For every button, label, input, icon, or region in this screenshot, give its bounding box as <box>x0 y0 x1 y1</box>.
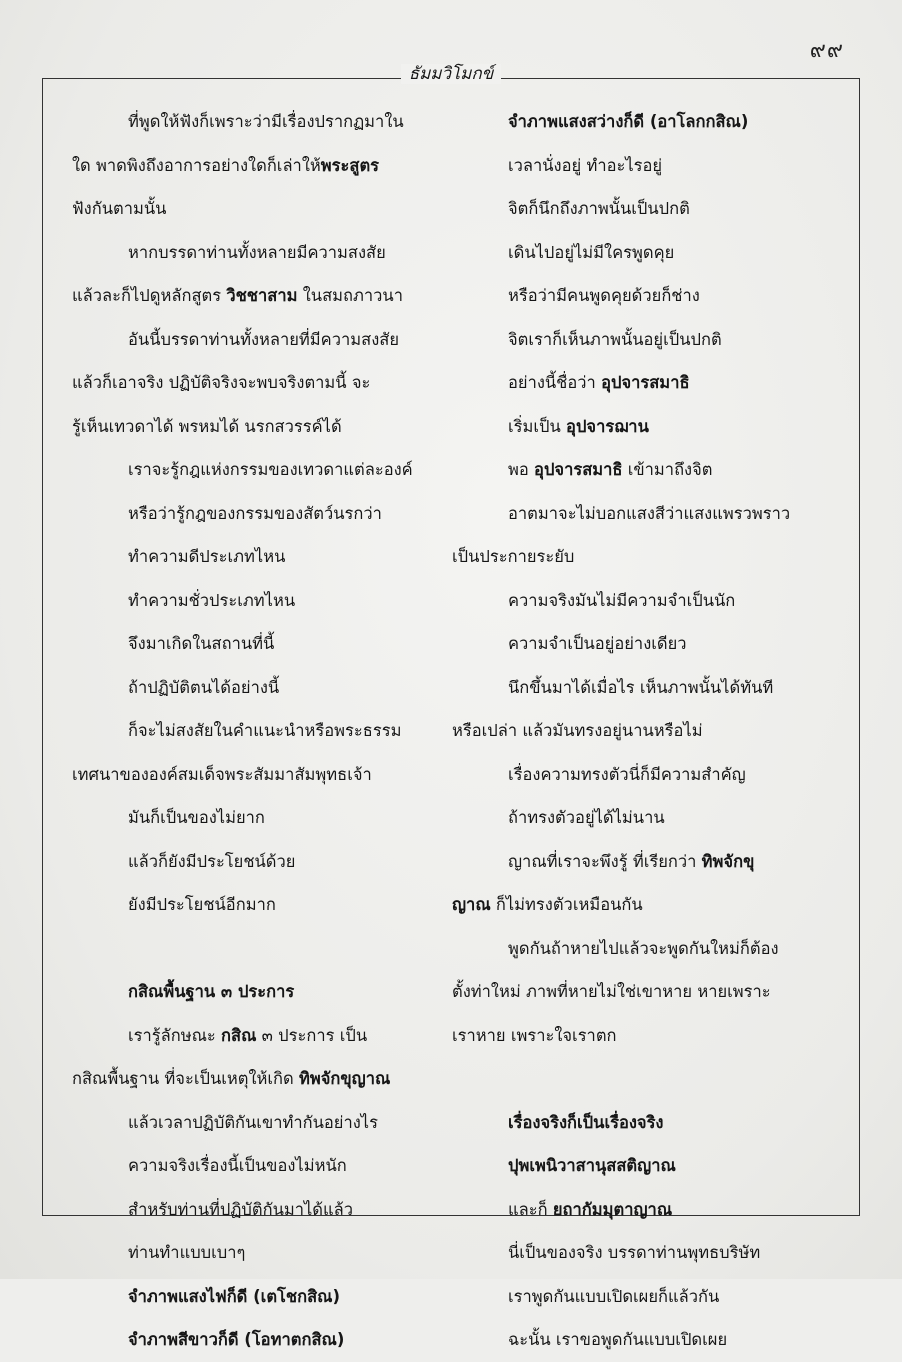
line-text: อาตมาจะไม่บอกแสงสีว่าแสงแพรวพราว <box>508 503 791 523</box>
text-line <box>452 274 812 318</box>
text-line <box>452 1101 812 1145</box>
text-line <box>452 492 812 536</box>
bold-term: จำภาพแสงไฟก็ดี (เตโชกสิณ) <box>128 1286 341 1306</box>
line-text: เริ่มเป็น <box>508 416 567 436</box>
text-line <box>72 709 432 753</box>
bold-term: ทิพจักขุ <box>701 851 755 871</box>
line-text: และก็ <box>508 1199 553 1219</box>
line-text: รู้เห็นเทวดาได้ พรหมได้ นรกสวรรค์ได้ <box>72 416 342 436</box>
text-line <box>452 666 812 710</box>
text-line <box>452 1188 812 1232</box>
text-line <box>72 753 432 797</box>
text-line <box>452 361 812 405</box>
line-text: จึงมาเกิดในสถานที่นี้ <box>128 634 275 653</box>
line-text: กสิณพื้นฐาน ที่จะเป็นเหตุให้เกิด <box>72 1069 299 1088</box>
text-line <box>72 1188 432 1232</box>
line-text: ท่านทำแบบเบาๆ <box>128 1243 246 1262</box>
line-text: เรารู้ลักษณะ <box>128 1025 222 1045</box>
line-text: แล้วเวลาปฏิบัติกันเขาทำกันอย่างไร <box>128 1112 378 1132</box>
line-text: หรือว่ามีคนพูดคุยด้วยก็ช่าง <box>508 286 700 305</box>
line-text: ก็ไม่ทรงตัวเหมือนกัน <box>490 895 643 914</box>
line-text: เข้ามาถึงจิต <box>622 460 713 479</box>
text-line <box>452 927 812 971</box>
line-text: เวลานั่งอยู่ ทำอะไรอยู่ <box>508 155 663 175</box>
line-text: แล้วก็ยังมีประโยชน์ด้วย <box>128 851 296 871</box>
text-line <box>72 1014 432 1058</box>
line-text: ทำความดีประเภทไหน <box>128 547 286 566</box>
line-text: เดินไปอยู่ไม่มีใครพูดคุย <box>508 242 675 262</box>
line-text: มันก็เป็นของไม่ยาก <box>128 808 265 827</box>
text-line <box>72 187 432 231</box>
text-line <box>72 492 432 536</box>
line-text: เราหาย เพราะใจเราตก <box>452 1025 617 1045</box>
line-text: ถ้าปฏิบัติตนได้อย่างนี้ <box>128 677 280 697</box>
left-column <box>72 100 432 1362</box>
line-text: ตั้งท่าใหม่ ภาพที่หายไม่ใช่เขาหาย หายเพราะ <box>452 982 771 1001</box>
text-line <box>72 840 432 884</box>
text-line <box>72 231 432 275</box>
line-text: หรือเปล่า แล้วมันทรงอยู่นานหรือไม่ <box>452 721 703 740</box>
text-line <box>452 535 812 579</box>
text-line <box>452 448 812 492</box>
text-line <box>72 535 432 579</box>
line-text: เรื่องความทรงตัวนี่ก็มีความสำคัญ <box>508 764 746 784</box>
bold-term: พระสูตร <box>320 155 380 175</box>
line-text: อย่างนี้ชื่อว่า <box>508 373 602 392</box>
line-text: นึกขึ้นมาได้เมื่อไร เห็นภาพนั้นได้ทันที <box>508 677 774 697</box>
line-text: ฉะนั้น เราขอพูดกันแบบเปิดเผย <box>508 1330 728 1349</box>
text-line <box>72 622 432 666</box>
line-text: พอ <box>508 460 535 479</box>
text-line <box>452 1144 812 1188</box>
text-line <box>452 883 812 927</box>
line-text: แล้วก็เอาจริง ปฏิบัติจริงจะพบจริงตามนี้ จะ <box>72 373 371 392</box>
line-text: เทศนาขององค์สมเด็จพระสัมมาสัมพุทธเจ้า <box>72 764 372 784</box>
line-text: เป็นประกายระยับ <box>452 547 575 566</box>
text-line <box>452 579 812 623</box>
line-text: จิตก็นึกถึงภาพนั้นเป็นปกติ <box>508 199 690 218</box>
bold-term: ปุพเพนิวาสานุสสติญาณ <box>508 1156 676 1175</box>
text-line <box>72 361 432 405</box>
text-line <box>72 1318 432 1362</box>
line-text: ทำความชั่วประเภทไหน <box>128 590 296 610</box>
text-line <box>72 274 432 318</box>
text-line <box>452 753 812 797</box>
text-line <box>72 1231 432 1275</box>
bold-term: กสิณพื้นฐาน ๓ ประการ <box>128 982 295 1001</box>
line-text: ถ้าทรงตัวอยู่ได้ไม่นาน <box>508 808 665 827</box>
blank-line <box>72 927 432 971</box>
text-line <box>452 1318 812 1362</box>
line-text: ที่พูดให้ฟังก็เพราะว่ามีเรื่องปรากฏมาใน <box>128 112 404 131</box>
line-text: อันนี้บรรดาท่านทั้งหลายที่มีความสงสัย <box>128 329 399 349</box>
text-line <box>72 318 432 362</box>
bold-term: อุปจารสมาธิ <box>534 460 623 479</box>
text-line <box>72 100 432 144</box>
line-text: เราจะรู้กฎแห่งกรรมของเทวดาแต่ละองค์ <box>128 460 413 479</box>
text-line <box>452 405 812 449</box>
blank-line <box>452 1057 812 1101</box>
line-text: ในสมถภาวนา <box>297 286 403 305</box>
text-line <box>452 709 812 753</box>
text-line <box>452 231 812 275</box>
line-text: แล้วละก็ไปดูหลักสูตร <box>72 286 227 305</box>
line-text: หรือว่ารู้กฎของกรรมของสัตว์นรกว่า <box>128 503 382 523</box>
text-line <box>452 970 812 1014</box>
line-text: เราพูดกันแบบเปิดเผยก็แล้วกัน <box>508 1286 720 1306</box>
text-line <box>452 318 812 362</box>
text-line <box>452 1014 812 1058</box>
text-line <box>72 579 432 623</box>
line-text: ความจำเป็นอยู่อย่างเดียว <box>508 634 687 653</box>
text-line <box>452 796 812 840</box>
line-text: ความจริงมันไม่มีความจำเป็นนัก <box>508 590 736 610</box>
text-line <box>72 883 432 927</box>
bold-term: อุปจารฌาน <box>566 416 649 436</box>
text-line <box>72 144 432 188</box>
line-text: นี่เป็นของจริง บรรดาท่านพุทธบริษัท <box>508 1243 761 1262</box>
text-line <box>452 187 812 231</box>
line-text: ความจริงเรื่องนี้เป็นของไม่หนัก <box>128 1156 347 1175</box>
right-column <box>452 100 812 1362</box>
line-text: ก็จะไม่สงสัยในคำแนะนำหรือพระธรรม <box>128 721 402 740</box>
running-head-text: ธัมมวิโมกข์ <box>401 64 502 84</box>
text-line <box>72 1057 432 1101</box>
text-line <box>452 622 812 666</box>
line-text: ใด พาดพิงถึงอาการอย่างใดก็เล่าให้ <box>72 155 321 175</box>
page-number: ๙๙ <box>809 38 844 63</box>
text-line <box>72 1275 432 1319</box>
bold-term: อุปจารสมาธิ <box>601 373 690 392</box>
line-text: ฟังกันตามนั้น <box>72 199 167 218</box>
text-line <box>452 144 812 188</box>
text-line <box>72 1144 432 1188</box>
bold-term: ทิพจักขุญาณ <box>298 1069 391 1088</box>
text-line <box>72 796 432 840</box>
line-text: ญาณที่เราจะพึงรู้ ที่เรียกว่า <box>508 851 702 871</box>
bold-term: ยถากัมมุตาญาณ <box>552 1199 673 1219</box>
bold-term: กสิณ <box>221 1025 257 1045</box>
line-text: ยังมีประโยชน์อีกมาก <box>128 895 276 914</box>
text-line <box>452 1275 812 1319</box>
text-line <box>452 840 812 884</box>
bold-term: เรื่องจริงก็เป็นเรื่องจริง <box>508 1112 664 1132</box>
text-line <box>72 970 432 1014</box>
text-line <box>452 100 812 144</box>
bold-term: วิชชาสาม <box>226 286 298 305</box>
text-line <box>72 666 432 710</box>
text-line <box>72 448 432 492</box>
text-line <box>72 405 432 449</box>
line-text: พูดกันถ้าหายไปแล้วจะพูดกันใหม่ก็ต้อง <box>508 938 779 958</box>
line-text: ๓ ประการ เป็น <box>256 1025 368 1045</box>
bold-term: จำภาพสีขาวก็ดี (โอทาตกสิณ) <box>128 1330 345 1349</box>
line-text: จิตเราก็เห็นภาพนั้นอยู่เป็นปกติ <box>508 329 722 349</box>
bold-term: จำภาพแสงสว่างก็ดี (อาโลกกสิณ) <box>508 112 749 131</box>
bold-term: ญาณ <box>452 895 491 914</box>
text-line <box>72 1101 432 1145</box>
text-line <box>452 1231 812 1275</box>
line-text: หากบรรดาท่านทั้งหลายมีความสงสัย <box>128 242 386 262</box>
running-head <box>0 64 902 84</box>
line-text: สำหรับท่านที่ปฏิบัติกันมาได้แล้ว <box>128 1199 354 1219</box>
